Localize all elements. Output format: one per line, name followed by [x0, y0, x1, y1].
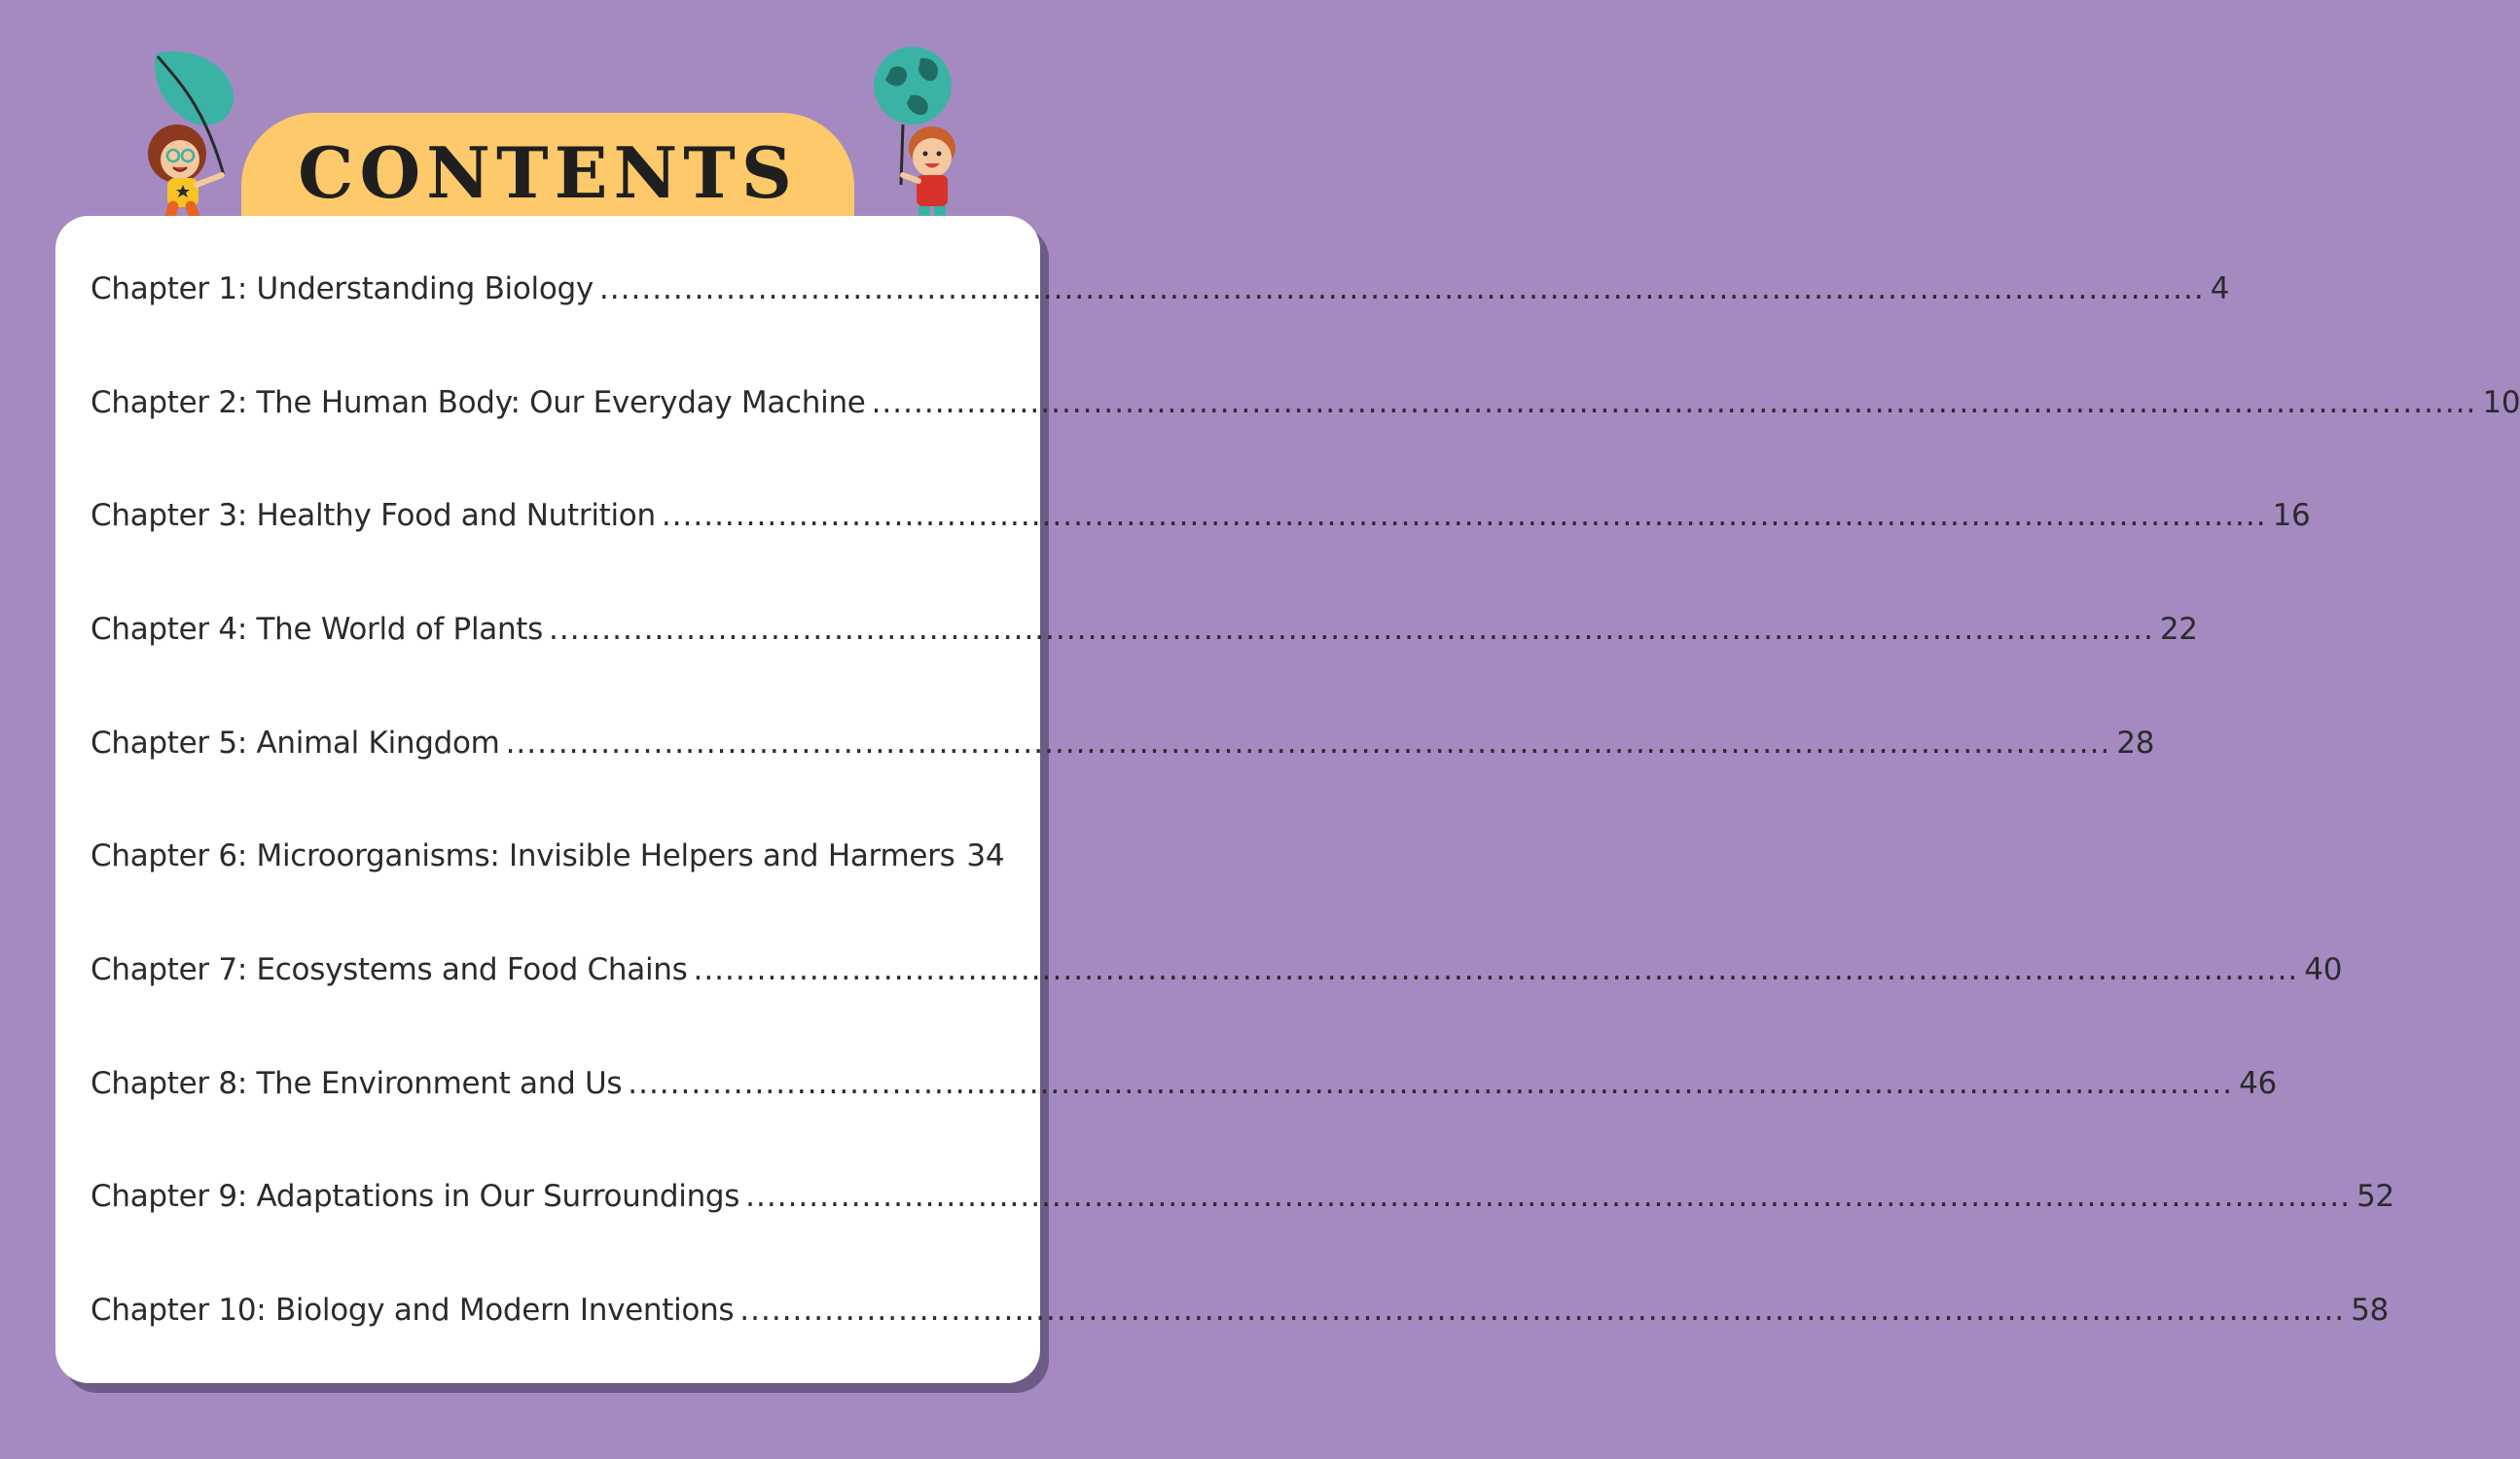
toc-page-number: 16 — [2272, 498, 2311, 533]
toc-entry[interactable] — [90, 726, 2155, 768]
toc-page-number: 46 — [2239, 1066, 2277, 1101]
toc-chapter-title: Chapter 6: Microorganisms: Invisible Helpers and Harmers — [90, 838, 955, 873]
toc-page-number: 40 — [2304, 952, 2343, 987]
toc-dot-leader — [506, 726, 2111, 761]
toc-chapter-title: Chapter 5: Animal Kingdom — [90, 726, 500, 761]
toc-chapter-title: Chapter 10: Biology and Modern Inventions — [90, 1293, 735, 1328]
toc-entry[interactable] — [90, 838, 1005, 881]
toc-page-number: 4 — [2210, 271, 2230, 306]
toc-page-number: 58 — [2351, 1293, 2389, 1328]
toc-page-number: 28 — [2116, 726, 2155, 761]
toc-dot-leader — [628, 1066, 2233, 1101]
toc-entry[interactable] — [90, 1293, 2389, 1335]
toc-chapter-title: Chapter 3: Healthy Food and Nutrition — [90, 498, 656, 533]
toc-dot-leader — [739, 1293, 2345, 1328]
toc-page-number: 10 — [2482, 385, 2520, 420]
toc-page-number: 22 — [2159, 612, 2198, 647]
toc-entry[interactable] — [90, 271, 2230, 314]
toc-entry[interactable] — [90, 952, 2343, 995]
toc-entry[interactable] — [90, 498, 2311, 541]
toc-dot-leader — [599, 271, 2205, 306]
toc-entry[interactable] — [90, 1066, 2277, 1109]
toc-dot-leader — [872, 385, 2477, 420]
toc-entry[interactable] — [90, 385, 2520, 428]
toc-chapter-title: Chapter 2: The Human Body: Our Everyday Machine — [90, 385, 866, 420]
toc-entry[interactable] — [90, 612, 2198, 655]
toc-entry[interactable] — [90, 1179, 2394, 1222]
toc-dot-leader — [693, 952, 2298, 987]
toc-chapter-title: Chapter 8: The Environment and Us — [90, 1066, 623, 1101]
toc-chapter-title: Chapter 7: Ecosystems and Food Chains — [90, 952, 688, 987]
toc-chapter-title: Chapter 4: The World of Plants — [90, 612, 544, 647]
page-title: CONTENTS — [298, 131, 798, 214]
toc-dot-leader — [745, 1179, 2351, 1214]
toc-page-number: 52 — [2356, 1179, 2394, 1214]
toc-chapter-title: Chapter 1: Understanding Biology — [90, 271, 594, 306]
toc-chapter-title: Chapter 9: Adaptations in Our Surroundings — [90, 1179, 740, 1214]
toc-page-number: 34 — [966, 838, 1005, 873]
toc-dot-leader — [662, 498, 2267, 533]
toc-dot-leader — [549, 612, 2154, 647]
